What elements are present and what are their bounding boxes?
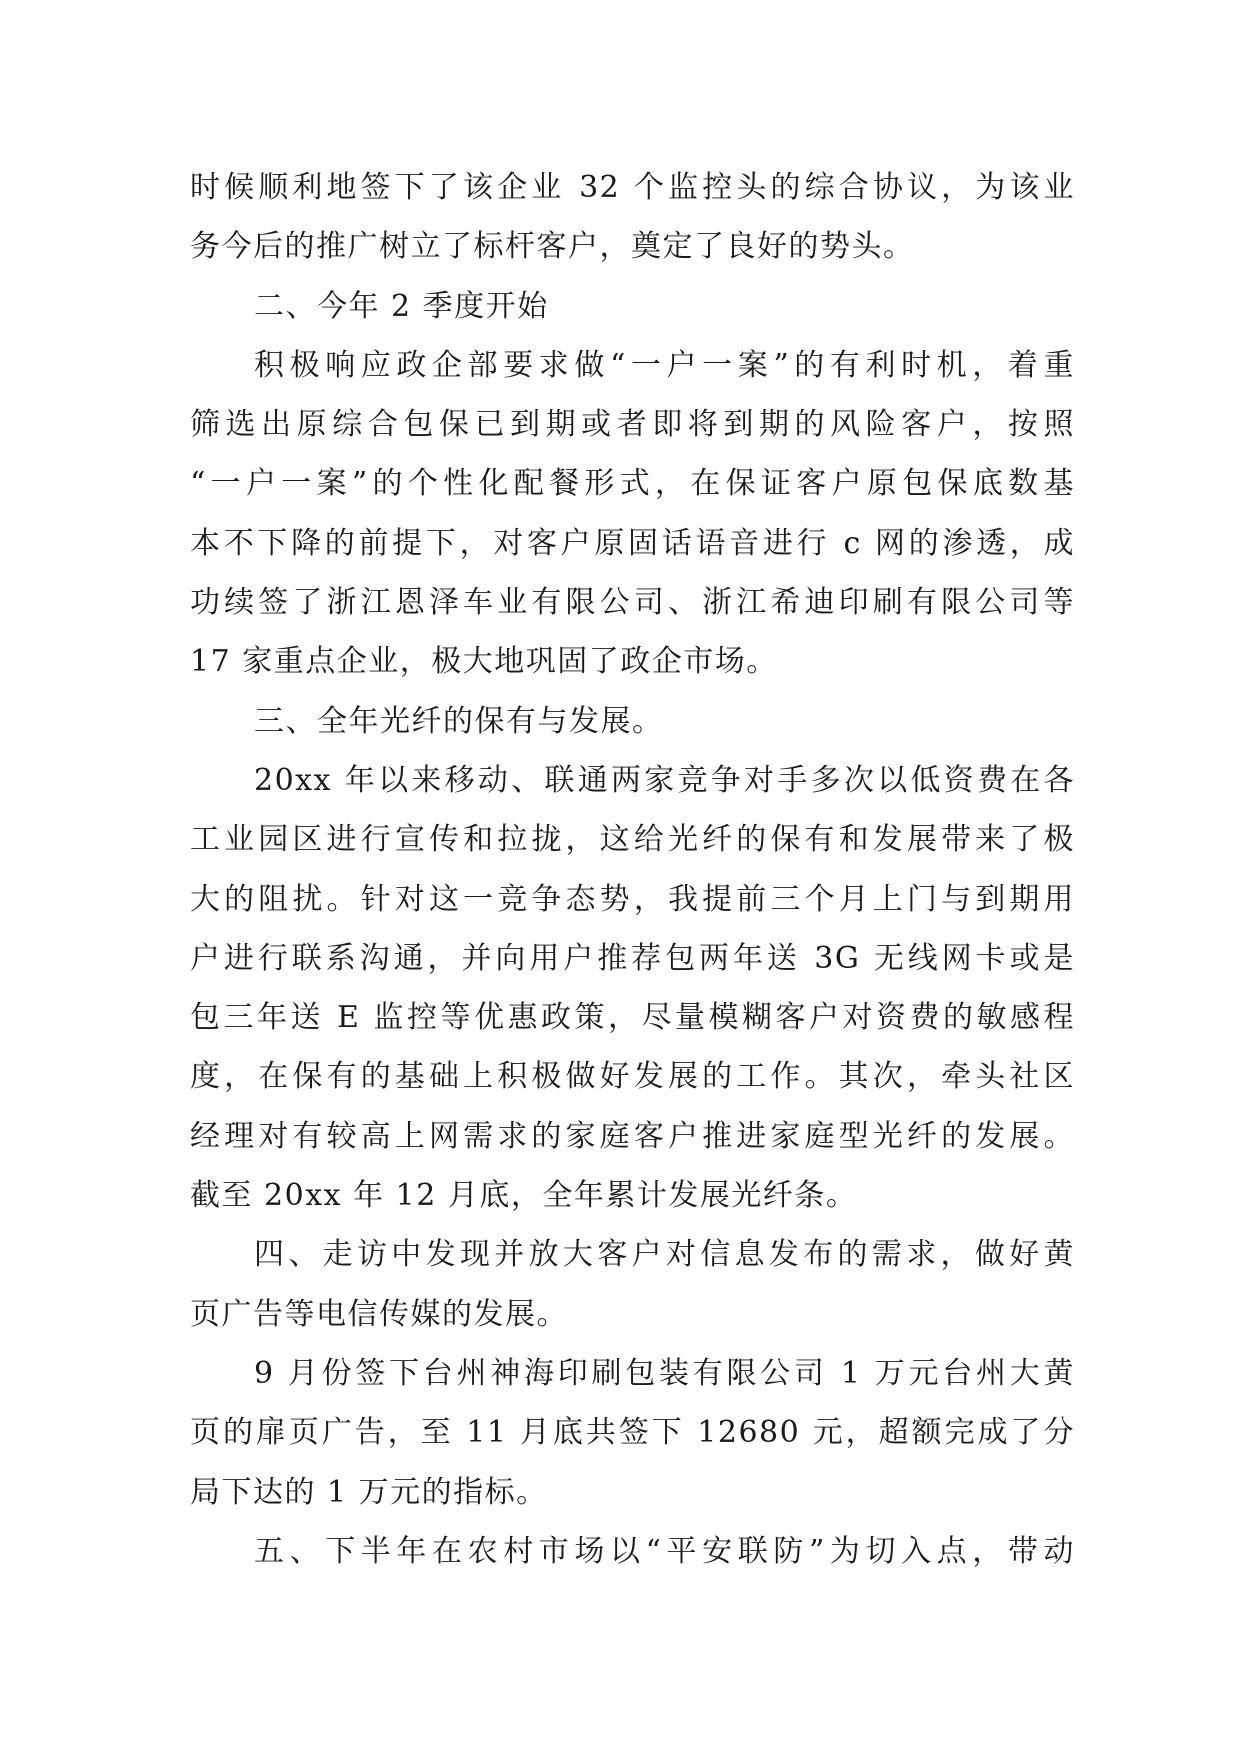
- text-line: 度，在保有的基础上积极做好发展的工作。其次，牵头社区: [190, 1059, 1075, 1095]
- text-line: 功续签了浙江恩泽车业有限公司、浙江希迪印刷有限公司等: [190, 585, 1075, 621]
- paragraph-start: 积极响应政企部要求做“一户一案”的有利时机，着重: [254, 347, 1075, 383]
- text-line: 时候顺利地签下了该企业 32 个监控头的综合协议，为该业: [190, 170, 1075, 205]
- text-line: 截至 20xx 年 12 月底，全年累计发展光纤条。: [190, 1178, 858, 1214]
- text-line: 工业园区进行宣传和拉拢，这给光纤的保有和发展带来了极: [190, 822, 1075, 858]
- text-line: 页的扉页广告，至 11 月底共签下 12680 元，超额完成了分: [190, 1415, 1075, 1451]
- text-line: 本不下降的前提下，对客户原固话语音进行 c 网的渗透，成: [190, 525, 1075, 561]
- text-line: 经理对有较高上网需求的家庭客户推进家庭型光纤的发展。: [190, 1118, 1075, 1154]
- text-line: 局下达的 1 万元的指标。: [190, 1474, 548, 1510]
- text-line: 页广告等电信传媒的发展。: [190, 1296, 568, 1332]
- section-heading: 四、走访中发现并放大客户对信息发布的需求，做好黄: [254, 1237, 1075, 1273]
- section-heading: 五、下半年在农村市场以“平安联防”为切入点，带动: [254, 1533, 1075, 1569]
- text-line: 务今后的推广树立了标杆客户，奠定了良好的势头。: [190, 229, 915, 265]
- text-line: 户进行联系沟通，并向用户推荐包两年送 3G 无线网卡或是: [190, 940, 1075, 976]
- text-line: 大的阻扰。针对这一竞争态势，我提前三个月上门与到期用: [190, 881, 1075, 917]
- section-heading: 三、全年光纤的保有与发展。: [254, 703, 664, 739]
- paragraph-start: 9 月份签下台州神海印刷包装有限公司 1 万元台州大黄: [254, 1355, 1075, 1391]
- text-line: “一户一案”的个性化配餐形式，在保证客户原包保底数基: [190, 466, 1075, 502]
- paragraph-start: 20xx 年以来移动、联通两家竞争对手多次以低资费在各: [254, 762, 1075, 798]
- text-line: 包三年送 E 监控等优惠政策，尽量模糊客户对资费的敏感程: [190, 1000, 1075, 1036]
- text-line: 17 家重点企业，极大地巩固了政企市场。: [190, 644, 778, 680]
- section-heading: 二、今年 2 季度开始: [254, 288, 549, 324]
- document-body: [190, 158, 1075, 1581]
- text-line: 筛选出原综合包保已到期或者即将到期的风险客户，按照: [190, 407, 1075, 443]
